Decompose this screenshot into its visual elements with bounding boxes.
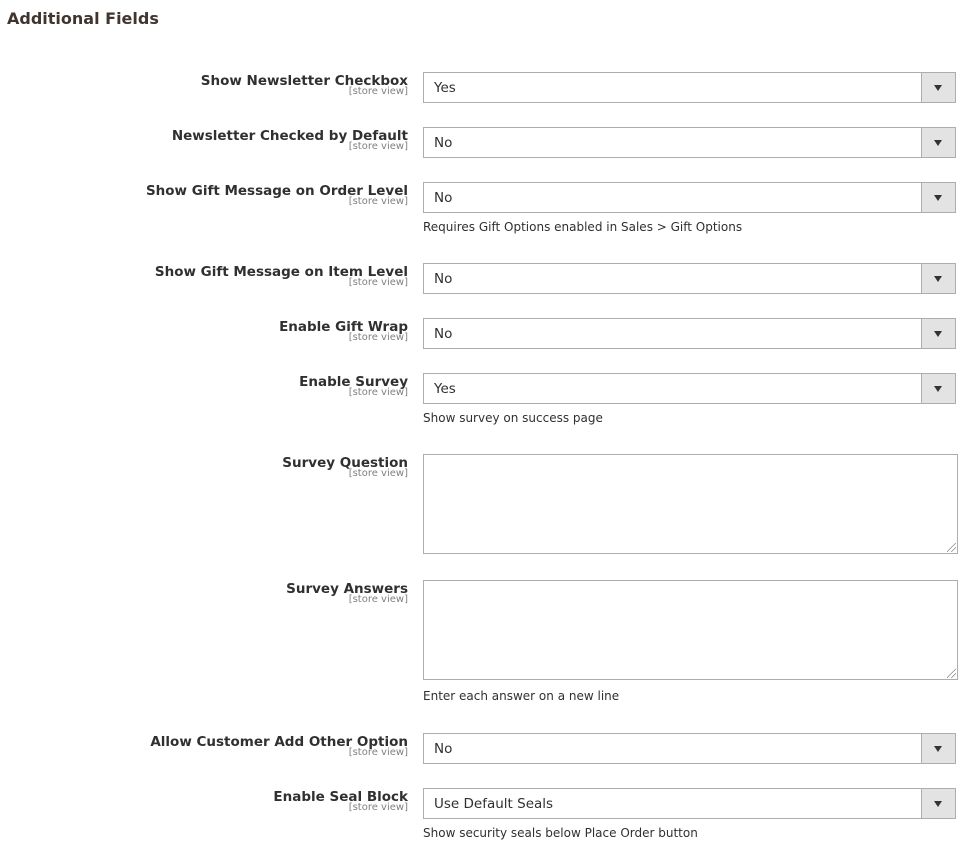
label-show-gift-message-order-level bbox=[146, 182, 408, 207]
chevron-down-icon bbox=[934, 746, 942, 752]
scope-label: [store view] bbox=[348, 141, 408, 152]
field-label: Show Newsletter Checkbox bbox=[200, 73, 408, 89]
dropdown-button[interactable] bbox=[921, 374, 955, 403]
scope-label: [store view] bbox=[348, 468, 408, 479]
resize-handle-icon[interactable] bbox=[947, 543, 956, 552]
label-show-gift-message-item-level bbox=[155, 263, 408, 288]
label-show-newsletter-checkbox bbox=[201, 72, 408, 97]
field-label: Show Gift Message on Order Level bbox=[145, 183, 408, 199]
label-enable-gift-wrap bbox=[279, 318, 408, 343]
select-value: No bbox=[434, 741, 453, 757]
field-label: Enable Gift Wrap bbox=[279, 319, 408, 335]
label-allow-customer-add-other-option bbox=[150, 733, 408, 758]
select-value: Use Default Seals bbox=[434, 796, 554, 812]
field-note: Enter each answer on a new line bbox=[423, 689, 620, 703]
scope-label: [store view] bbox=[348, 86, 408, 97]
show-newsletter-checkbox-select[interactable] bbox=[423, 72, 956, 103]
field-label: Survey Question bbox=[282, 455, 408, 471]
dropdown-button[interactable] bbox=[921, 264, 955, 293]
scope-label: [store view] bbox=[348, 387, 408, 398]
field-label: Show Gift Message on Item Level bbox=[154, 264, 408, 280]
field-note: Show security seals below Place Order button bbox=[423, 826, 698, 840]
dropdown-button[interactable] bbox=[921, 183, 955, 212]
select-value: No bbox=[434, 326, 453, 342]
select-value: Yes bbox=[434, 381, 456, 397]
label-survey-answers bbox=[286, 580, 408, 605]
scope-label: [store view] bbox=[348, 594, 408, 605]
scope-label: [store view] bbox=[348, 747, 408, 758]
field-label: Allow Customer Add Other Option bbox=[150, 734, 408, 750]
survey-answers-textarea[interactable] bbox=[423, 580, 958, 680]
select-value: Yes bbox=[434, 80, 456, 96]
allow-customer-add-other-option-select[interactable] bbox=[423, 733, 956, 764]
chevron-down-icon bbox=[934, 386, 942, 392]
dropdown-button[interactable] bbox=[921, 319, 955, 348]
field-note: Requires Gift Options enabled in Sales > Gift Options bbox=[423, 220, 743, 234]
enable-seal-block-select[interactable] bbox=[423, 788, 956, 819]
field-note: Show survey on success page bbox=[423, 411, 603, 425]
enable-survey-select[interactable] bbox=[423, 373, 956, 404]
scope-label: [store view] bbox=[348, 277, 408, 288]
label-enable-seal-block bbox=[273, 788, 408, 813]
select-value: No bbox=[434, 190, 453, 206]
scope-label: [store view] bbox=[348, 332, 408, 343]
dropdown-button[interactable] bbox=[921, 128, 955, 157]
field-label: Enable Survey bbox=[299, 374, 408, 390]
label-newsletter-checked-by-default bbox=[172, 127, 408, 152]
survey-question-textarea[interactable] bbox=[423, 454, 958, 554]
field-label: Survey Answers bbox=[286, 581, 408, 597]
label-enable-survey bbox=[299, 373, 408, 398]
chevron-down-icon bbox=[934, 195, 942, 201]
section-title: Additional Fields bbox=[7, 9, 159, 28]
select-value: No bbox=[434, 271, 453, 287]
chevron-down-icon bbox=[934, 276, 942, 282]
dropdown-button[interactable] bbox=[921, 734, 955, 763]
chevron-down-icon bbox=[934, 140, 942, 146]
resize-handle-icon[interactable] bbox=[947, 669, 956, 678]
label-survey-question bbox=[282, 454, 408, 479]
newsletter-checked-by-default-select[interactable] bbox=[423, 127, 956, 158]
select-value: No bbox=[434, 135, 453, 151]
scope-label: [store view] bbox=[348, 802, 408, 813]
dropdown-button[interactable] bbox=[921, 73, 955, 102]
scope-label: [store view] bbox=[348, 196, 408, 207]
field-label: Newsletter Checked by Default bbox=[171, 128, 408, 144]
show-gift-message-order-level-select[interactable] bbox=[423, 182, 956, 213]
show-gift-message-item-level-select[interactable] bbox=[423, 263, 956, 294]
field-label: Enable Seal Block bbox=[273, 789, 408, 805]
chevron-down-icon bbox=[934, 85, 942, 91]
chevron-down-icon bbox=[934, 331, 942, 337]
dropdown-button[interactable] bbox=[921, 789, 955, 818]
enable-gift-wrap-select[interactable] bbox=[423, 318, 956, 349]
chevron-down-icon bbox=[934, 801, 942, 807]
